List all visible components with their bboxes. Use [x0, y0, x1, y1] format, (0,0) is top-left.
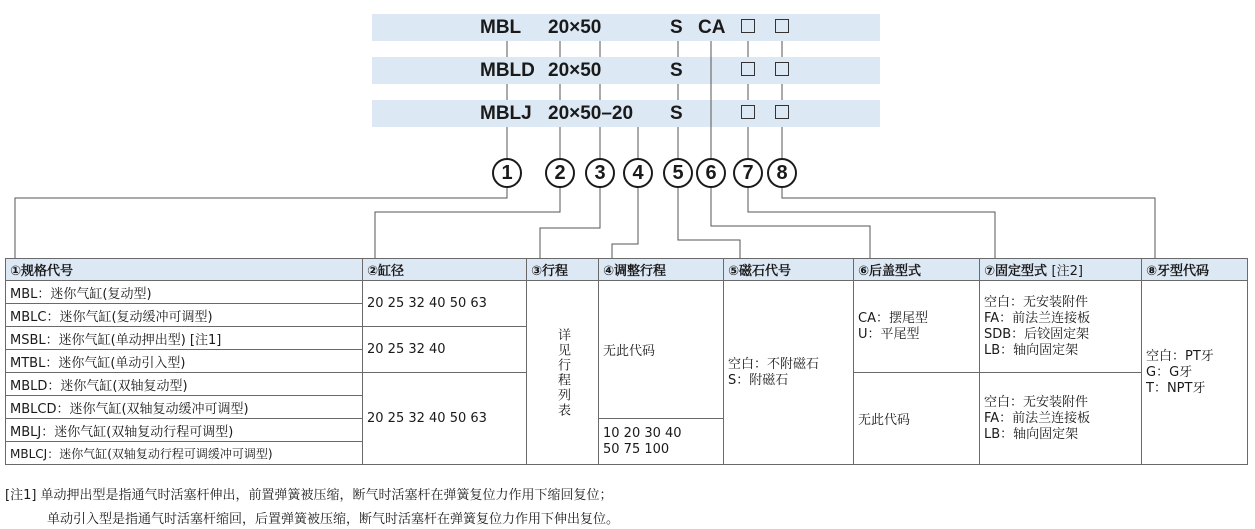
- marker-2: 2: [545, 158, 575, 188]
- header-adjust: ④调整行程: [599, 259, 724, 281]
- adjust-cell: 无此代码: [599, 281, 724, 419]
- adjust-line: 10 20 30 40: [603, 425, 682, 441]
- bore-cell: 20 25 32 40 50 63: [363, 373, 527, 465]
- marker-1: 1: [492, 158, 522, 188]
- model-cell: MBLCD：迷你气缸(双轴复动缓冲可调型): [6, 396, 363, 419]
- marker-8: 8: [767, 158, 797, 188]
- back-cover-cell: 无此代码: [854, 373, 980, 465]
- header-bore: ②缸径: [363, 259, 527, 281]
- thread-line: T：NPT牙: [1146, 380, 1206, 396]
- mount-line: 空白：无安装附件: [984, 394, 1089, 410]
- back-cover-cell: [854, 281, 980, 373]
- table-row: [6, 281, 1248, 304]
- mount-line: SDB：后铰固定架: [984, 326, 1090, 342]
- back-cover-code: CA: [698, 17, 726, 38]
- stroke-cell: 详见行程列表: [527, 281, 599, 465]
- header-mount-label: ⑦固定型式: [984, 264, 1048, 279]
- magnet-line: 空白：不附磁石: [728, 356, 820, 372]
- table-header-row: [6, 259, 1248, 281]
- header-stroke: ③行程: [527, 259, 599, 281]
- size-code: 20×50: [548, 17, 602, 38]
- spec-table: [5, 258, 1248, 465]
- model-cell: MBLJ：迷你气缸(双轴复动行程可调型): [6, 419, 363, 442]
- adjust-line: 50 75 100: [603, 441, 670, 457]
- model-cell: MBLCJ：迷你气缸(双轴复动行程可调缓冲可调型): [6, 442, 363, 465]
- model-cell: MBLC：迷你气缸(复动缓冲可调型): [6, 304, 363, 327]
- model-cell: MTBL：迷你气缸(单动引入型): [6, 350, 363, 373]
- model-code: MBLJ: [480, 103, 532, 124]
- mount-line: FA：前法兰连接板: [984, 410, 1091, 426]
- header-thread: ⑧牙型代码: [1142, 259, 1248, 281]
- marker-7: 7: [733, 158, 763, 188]
- mount-cell: [980, 373, 1142, 465]
- magnet-cell: [724, 281, 854, 465]
- mount-line: FA：前法兰连接板: [984, 310, 1091, 326]
- marker-3: 3: [585, 158, 615, 188]
- header-mount: [980, 259, 1142, 281]
- header-back-cover: ⑥后盖型式: [854, 259, 980, 281]
- model-cell: MBL：迷你气缸(复动型): [6, 281, 363, 304]
- mount-line: 空白：无安装附件: [984, 294, 1089, 310]
- adjust-cell: [599, 419, 724, 465]
- model-code: MBLD: [480, 60, 535, 81]
- bore-cell: 20 25 32 40: [363, 327, 527, 373]
- size-code: 20×50: [548, 60, 602, 81]
- thread-cell: [1142, 281, 1248, 465]
- mount-cell: [980, 281, 1142, 373]
- magnet-code: S: [670, 17, 683, 38]
- footnote-1: [注1] 单动押出型是指通气时活塞杆伸出，前置弹簧被压缩，断气时活塞杆在弹簧复位力作用下缩回复位；: [5, 488, 613, 503]
- footnote-2: 单动引入型是指通气时活塞杆缩回，后置弹簧被压缩，断气时活塞杆在弹簧复位力作用下伸出复位。: [47, 512, 620, 527]
- marker-6: 6: [696, 158, 726, 188]
- header-magnet: ⑤磁石代号: [724, 259, 854, 281]
- thread-line: G：G牙: [1146, 364, 1193, 380]
- model-cell: MBLD：迷你气缸(双轴复动型): [6, 373, 363, 396]
- mount-line: LB：轴向固定架: [984, 426, 1079, 442]
- magnet-code: S: [670, 60, 683, 81]
- marker-5: 5: [663, 158, 693, 188]
- header-model: ①规格代号: [6, 259, 363, 281]
- back-cover-line: CA：摆尾型: [858, 310, 928, 326]
- magnet-code: S: [670, 103, 683, 124]
- model-code: MBL: [480, 17, 522, 38]
- size-code: 20×50–20: [548, 103, 634, 124]
- back-cover-line: U：平尾型: [858, 326, 920, 342]
- mount-line: LB：轴向固定架: [984, 342, 1079, 358]
- header-mount-note: [注2]: [1051, 264, 1083, 279]
- thread-line: 空白：PT牙: [1146, 348, 1214, 364]
- model-cell: MSBL：迷你气缸(单动押出型) [注1]: [6, 327, 363, 350]
- marker-4: 4: [623, 158, 653, 188]
- bore-cell: 20 25 32 40 50 63: [363, 281, 527, 327]
- magnet-line: S：附磁石: [728, 372, 789, 388]
